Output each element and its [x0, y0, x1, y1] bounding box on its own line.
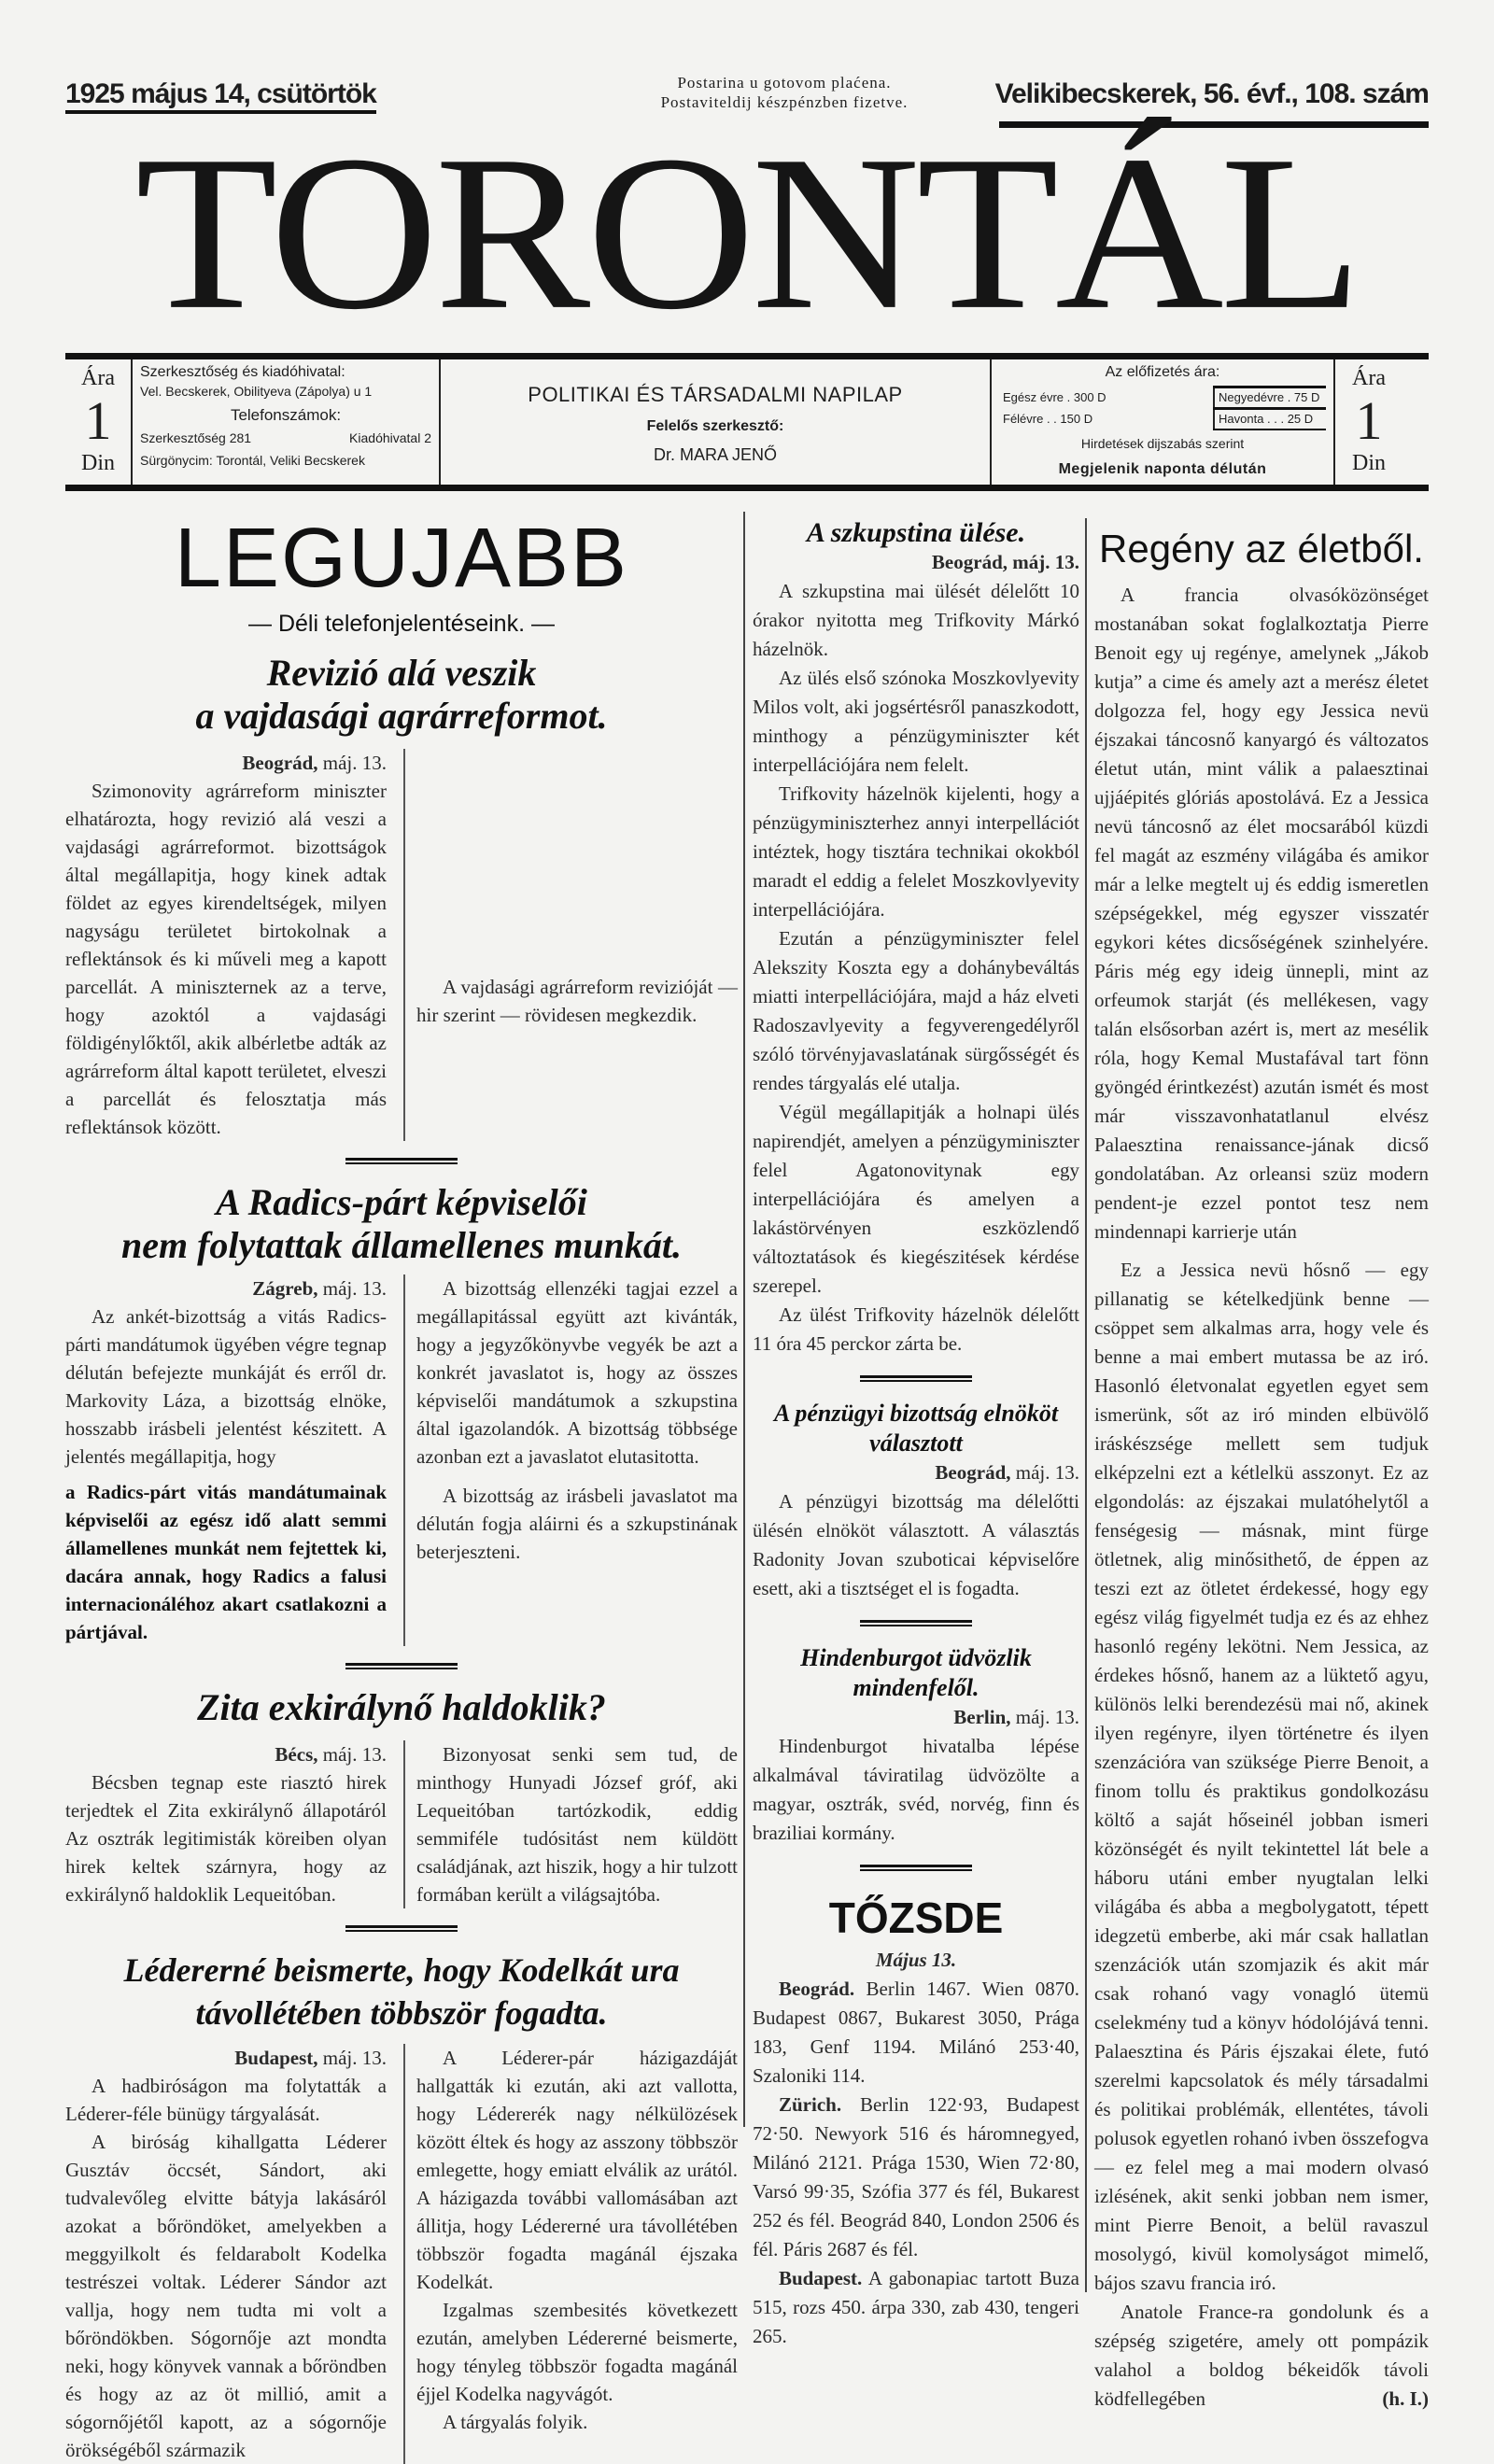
article-lederer — [65, 1949, 738, 2464]
sub-title: Az előfizetés ára: — [1105, 364, 1220, 380]
postal-note — [588, 73, 980, 112]
phone-editorial: Szerkesztőség 281 — [140, 430, 252, 445]
addr-title: Szerkesztőség és kiadóhivatal: — [140, 364, 345, 380]
issue-date: 1925 május 14, csütörtök — [65, 78, 376, 114]
article-revizio — [65, 652, 738, 1141]
bourse-entry — [753, 1975, 1079, 2091]
subscription-box — [992, 359, 1335, 485]
editor-name: Dr. MARA JENŐ — [653, 445, 778, 464]
paragraph: Az ankét-bizottság a vitás Radics-párti mandátumok ügyében végre tegnap délután befejezte munkáját és erről dr. Markovity Láza, a bizottság elnöke, hosszabb irásbeli jelentést készitett. A jelentés megállapitja, hogy — [65, 1305, 387, 1468]
separator — [345, 1663, 458, 1669]
sub-year: Egész évre . 300 D — [1003, 390, 1106, 404]
bourse-place: Beográd. — [779, 1978, 855, 2000]
separator — [345, 1925, 458, 1932]
info-band — [65, 353, 1429, 491]
paragraph: A vajdasági agrárreform revizióját — hir szerint — rövidesen megkezdik. — [416, 976, 738, 1026]
paragraph: Az ülés első szónoka Moszkovlyevity Milos volt, aki jogsértésről panaszkodott, minthogy a pénzügyminiszter két interpellációjára nem felelt. — [753, 667, 1079, 776]
price-left — [65, 359, 133, 485]
separator — [345, 1158, 458, 1164]
dateline-date: máj. 13. — [322, 1743, 387, 1766]
postal-line: Postaviteldij készpénzben fizetve. — [660, 93, 909, 111]
price-value: 1 — [84, 390, 112, 451]
bourse-entry — [753, 2091, 1079, 2264]
bourse-place: Zürich. — [779, 2093, 842, 2116]
dateline — [65, 2044, 387, 2072]
sub-month: Havonta . . . 25 D — [1214, 409, 1326, 430]
headline: Lédererné beismerte, hogy Kodelkát ura — [123, 1951, 680, 1989]
column-rule — [1085, 518, 1087, 2292]
article-radics — [65, 1181, 738, 1646]
paragraph: A hadbiróságon ma folytatták a Léderer-féle bünügy tárgyalását. — [65, 2075, 387, 2125]
headline: távollétében többször fogadta. — [195, 1994, 608, 2032]
paragraph: A francia olvasóközönséget mostanában sokat foglalkoztatja Pierre Benoit egy uj regénye, amelynek „Jákob kutja” a cime és amely azt a merész életet dolgozza fel, hogy egy Jessica nevü éjszakai táncosnő kanyargó és változatos életut után, mint válik a palaesztinai ujjáépités glóriás apostolává. Ez a Jessica nevü táncosnő az élet mocsarából küzdi fel magát az eszmény világába és amikor már a lelke megtelt uj és eddig ismeretlen szépségekkel, még egyszer visszatér egykori kétes dicsőségének szinhelyére. Páris még egy ideig ünnepli, mint az orfeumok starját (és mellékesen, vagy talán elsősorban azért is, mert az mesélik róla, hogy Kemal Mustafával tart fönn gyöngéd érintkezést) azután ismét és most már visszavonhatatlanul elvész Palaesztina renaissance-jának dicső gondolatában. Az orleansi szüz modern pendent-je ezzel pontot tesz nem mindennapi karrierje után — [1094, 584, 1429, 1243]
separator — [860, 1865, 972, 1871]
bourse-rates: Berlin 122·93, Budapest 72·50. Newyork 516 és háromnegyed, Milánó 2121. Prága 1530, Wien 72·80, Varsó 99·35, Szófia 377 és fél, Bukarest 252 és fél. Beográd 840, London 2506 és fél. Páris 2687 és fél. — [753, 2093, 1080, 2260]
sub-table — [999, 386, 1326, 430]
phones-title: Telefonszámok: — [230, 406, 342, 424]
separator — [860, 1620, 972, 1626]
bourse-rates: Berlin 1467. Wien 0870. Budapest 0867, Bukarest 3050, Prága 183, Genf 1194. Milánó 253·40, Szaloniki 114. — [753, 1978, 1079, 2087]
bourse-date: Május 13. — [875, 1949, 957, 1971]
postal-line: Postarina u gotovom plaćena. — [677, 74, 892, 92]
separator — [860, 1375, 972, 1382]
bourse-rates: A gabonapiac tartott Buza 515, rozs 450. árpa 330, zab 430, tengeri 265. — [753, 2267, 1079, 2347]
headline: a vajdasági agrárreformot. — [195, 695, 608, 737]
dateline-date: máj. 13. — [322, 1277, 387, 1300]
headline: Zita exkirálynő haldoklik? — [197, 1686, 606, 1728]
paragraph: Bizonyosat senki sem tud, de minthogy Hunyadi József gróf, aki Lequeitóban tartózkodik, eddig semmiféle tudósitást nem küldött családjának, azt hiszik, hogy a hir tulzott formában került a világsajtóba. — [416, 1743, 738, 1906]
dateline-place: Beográd, — [242, 752, 318, 774]
dateline — [753, 548, 1079, 577]
paragraph: Az ülést Trifkovity házelnök délelőtt 11 óra 45 perckor zárta be. — [753, 1303, 1079, 1355]
dateline-place: Beográd, — [931, 551, 1008, 573]
sub-half: Félévre . . 150 D — [1003, 411, 1093, 426]
address-box — [133, 359, 441, 485]
middle-column — [753, 518, 1079, 2351]
addr-line: Vel. Becskerek, Obilityeva (Zápolya) u 1 — [140, 384, 373, 399]
headline: Revizió alá veszik — [266, 652, 537, 694]
price-unit: Din — [81, 451, 115, 475]
paragraph: Izgalmas szembesités következett ezután, amelyben Lédererné beismerte, hogy tényleg többször fogadta magánál éjjel Kodelka nagyvágót. — [416, 2299, 738, 2405]
banner-subtitle: — Déli telefonjelentéseink. — — [248, 611, 555, 637]
paragraph: Hindenburgot hivatalba lépése alkalmával táviratilag üdvözölte a magyar, osztrák, svéd, norvég, finn és braziliai kormány. — [753, 1735, 1079, 1844]
article-zita — [65, 1686, 738, 1908]
column-rule — [743, 512, 745, 2127]
price-label: Ára — [81, 366, 115, 390]
telegram-address: Sürgönycim: Torontál, Veliki Becskerek — [140, 453, 365, 468]
dateline-date: máj. 13. — [1015, 1461, 1079, 1484]
price-right — [1335, 359, 1402, 485]
issue-number: Velikibecskerek, 56. évf., 108. szám — [994, 78, 1429, 109]
headline: Hindenburgot üdvözlik mindenfelől. — [800, 1644, 1032, 1701]
headline: Regény az életből. — [1099, 527, 1424, 570]
left-column — [65, 512, 738, 2464]
dateline-date: máj. 13. — [1012, 551, 1079, 573]
paragraph: Ezután a pénzügyminiszter felel Alekszity Koszta egy a dohánybeváltás miatti interpellációjára, majd a ház elveti Radoszavlyevity a fegyverengedélyről szóló törvényjavaslatának sürgősségét és rendes tárgyalás elé utalja. — [753, 927, 1079, 1094]
headline: nem folytattak államellenes munkát. — [121, 1224, 682, 1266]
dateline-date: máj. 13. — [1015, 1706, 1079, 1728]
paragraph: A tárgyalás folyik. — [443, 2411, 588, 2433]
editor-label: Felelős szerkesztő: — [646, 418, 784, 434]
bourse-place: Budapest. — [779, 2267, 863, 2289]
dateline — [65, 1740, 387, 1768]
dateline-place: Zágreb, — [252, 1277, 318, 1300]
dateline-place: Budapest, — [234, 2047, 318, 2069]
sub-quarter: Negyedévre . 75 D — [1214, 387, 1326, 409]
banner-title: LEGUJABB — [174, 512, 629, 605]
paragraph: A Léderer-pár házigazdáját hallgatták ki ezután, aki azt vallotta, hogy Lédererék nagy nélkülözések között éltek és hogy az asszony többször emlegette, hogy emiatt elválik az urától. A házigazda további vallomásában azt állitja, hogy Lédererné ura távollétében többször fogadta magánál éjszaka Kodelkát. — [416, 2047, 738, 2293]
paper-type: POLITIKAI ÉS TÁRSADALMI NAPILAP — [528, 383, 903, 406]
paper-info — [441, 359, 992, 485]
price-label: Ára — [1352, 366, 1386, 390]
paragraph: Szimonovity agrárreform miniszter elhatározta, hogy revizió alá veszi a vajdasági agrárreformot. bizottságok által megállapitja, hogy kinek adtak földet az egyes kirendeltségek, milyen nagyságu területet birtokolnak a reflektánsok és ki műveli meg a kapott parcellát. A miniszternek az a terve, hogy azoktól a vajdasági földigénylőktől, akik albérletbe adták az agrárreform által kapott területet, elveszi a parcellát és felosztatja más reflektánsok között. — [65, 780, 387, 1138]
headline: A Radics-párt képviselői — [216, 1181, 587, 1223]
dateline — [65, 749, 387, 777]
phone-office: Kiadóhivatal 2 — [349, 430, 431, 445]
bourse-title: TŐZSDE — [828, 1894, 1004, 1942]
paragraph-text: Anatole France-ra gondolunk és a szépség szigetére, amely ott pompázik valahol a boldog békeidők távoli ködfellegében — [1094, 2301, 1429, 2410]
paragraph — [1094, 2298, 1429, 2414]
masthead-title: TORONTÁL — [134, 109, 1360, 357]
paragraph: A biróság kihallgatta Léderer Gusztáv öccsét, Sándort, aki tudvalevőleg elvitte bátyja lakásáról azokat a bőröndöket, amelyekben a meggyilkolt és feldarabolt Kodelka testrészei voltak. Léderer Sándor azt vallja, hogy nem tudta mi volt a bőröndökben. Sógornője azt mondta neki, hogy könyvek vannak a bőröndben és hogy az az öt millió, amit a sógornőjétől kapott, az a sógornője örökségéből származik — [65, 2131, 387, 2461]
price-value: 1 — [1355, 390, 1383, 451]
bourse-entry — [753, 2264, 1079, 2351]
signature: (h. I.) — [1382, 2387, 1429, 2410]
dateline-place: Bécs, — [275, 1743, 318, 1766]
paragraph: Bécsben tegnap este riasztó hirek terjedtek el Zita exkirálynő állapotáról Az osztrák legitimisták köreiben olyan hirek keltek szárnyra, hogy az exkirálynő haldoklik Lequeitóban. — [65, 1771, 387, 1906]
dateline-place: Berlin, — [953, 1706, 1011, 1728]
right-column — [1094, 523, 1429, 2414]
paragraph: A pénzügyi bizottság ma délelőtti ülésén elnököt választott. A választás Radonity Jovan szuboticai képviselőre esett, aki a tisztséget el is fogadta. — [753, 1490, 1079, 1599]
headline: A pénzügyi bizottság elnököt választott — [773, 1400, 1059, 1457]
price-unit: Din — [1352, 451, 1386, 475]
dateline — [753, 1458, 1079, 1487]
dateline — [753, 1703, 1079, 1732]
paragraph: Végül megállapitják a holnapi ülés napirendjét, amelyen a pénzügyminiszter felel Agatonovitynak egy interpellációjára és amelyen a lakástörvényen eszközlendő változtatások és kiegészitések kérdése szerepel. — [753, 1101, 1079, 1297]
dateline-place: Beográd, — [935, 1461, 1011, 1484]
paragraph-bold: a Radics-párt vitás mandátumainak képviselői az egész idő alatt semmi államellenes munkát nem fejtettek ki, dacára annak, hogy Radics a falusi internacionáléhoz akart csatlakozni a pártjával. — [65, 1481, 387, 1643]
dateline — [65, 1274, 387, 1302]
ads-note: Hirdetések dijszabás szerint — [1080, 436, 1245, 451]
appears-note: Megjelenik naponta délután — [1058, 461, 1267, 477]
dateline-date: máj. 13. — [322, 752, 387, 774]
paragraph: Ez a Jessica nevü hősnő — egy pillanatig se kételkedjünk benne — csöppet sem alkalmas arra, hogy vele és benne a mai embert mutassa be az iró. Hasonló életvonalat egyetlen egyet sem ismerünk, sőt az iró minden elbüvölő iráskészsége mellett sem tudjuk elképzelni ezt a kétlelkü asszonyt. Ez az elgondolás: az éjszakai mulatóhelytől a fenségesig — másnak, mint fürge ötletnek, alig minősithető, de éppen az teszi ezt az ötletet érdekessé, hogy egy egész világ figyelmét tudja ez és az ehhez hasonló regény lekötni. Nem Jessica, az érdekes hősnő, hanem az a lüktető agyu, különös lelki berendezésü mai nő, akinek ilyen regényre, ilyen történetre és ilyen szenzációra van szüksége Pierre Benoit, a finom tollu és praktikus gondolkozásu költő a saját hőseinél jobban ismeri közönségét és nyilt tekintettel lát bele a háboru utáni ember nyugtalan lelki világába és abba a megbolygatott, tépett idegzetü emberbe, aki már csak hallatlan szenzációk után szomjazik és akit már csak rohanó vagy vonagló ütemü cselekmény tud a könyv hódolójává tenni. Palaesztina és Páris éjszakai élete, futó szerelmi kapcsolatok és mély társadalmi és politikai problémák, ellentétes, távoli polusok egyetlen rohanó ivben összefogva — ez felel meg a mai modern olvasó izlésének, akit senki jobban nem ismer, mint Pierre Benoit, a belül ravaszul mosolygó, kivül komolyságot mimelő, bájos szavu francia iró. — [1094, 1259, 1429, 2294]
paragraph: A szkupstina mai ülését délelőtt 10 órakor nyitotta meg Trifkovity Márkó házelnök. — [753, 580, 1079, 660]
headline: A szkupstina ülése. — [806, 517, 1026, 548]
paragraph: A bizottság ellenzéki tagjai ezzel a megállapitással együtt azt kivánták, hogy a jegyzőkönyvbe vegyék be azt a konkrét javaslatot is, hogy az összes képviselői mandátumok a szkupstina által igazolandók. A bizottság többsége azonban ezt a javaslatot elutasitotta. — [416, 1277, 738, 1468]
paragraph: A bizottság az irásbeli javaslatot ma délután fogja aláirni és a szkupstinának beterjeszteni. — [416, 1485, 738, 1563]
paragraph: Trifkovity házelnök kijelenti, hogy a pénzügyminiszterhez annyi interpellációt intéztek, hogy tisztára technikai okokból maradt el eddig a felelet Moszkovlyevity interpellációjára. — [753, 782, 1079, 921]
dateline-date: máj. 13. — [322, 2047, 387, 2069]
